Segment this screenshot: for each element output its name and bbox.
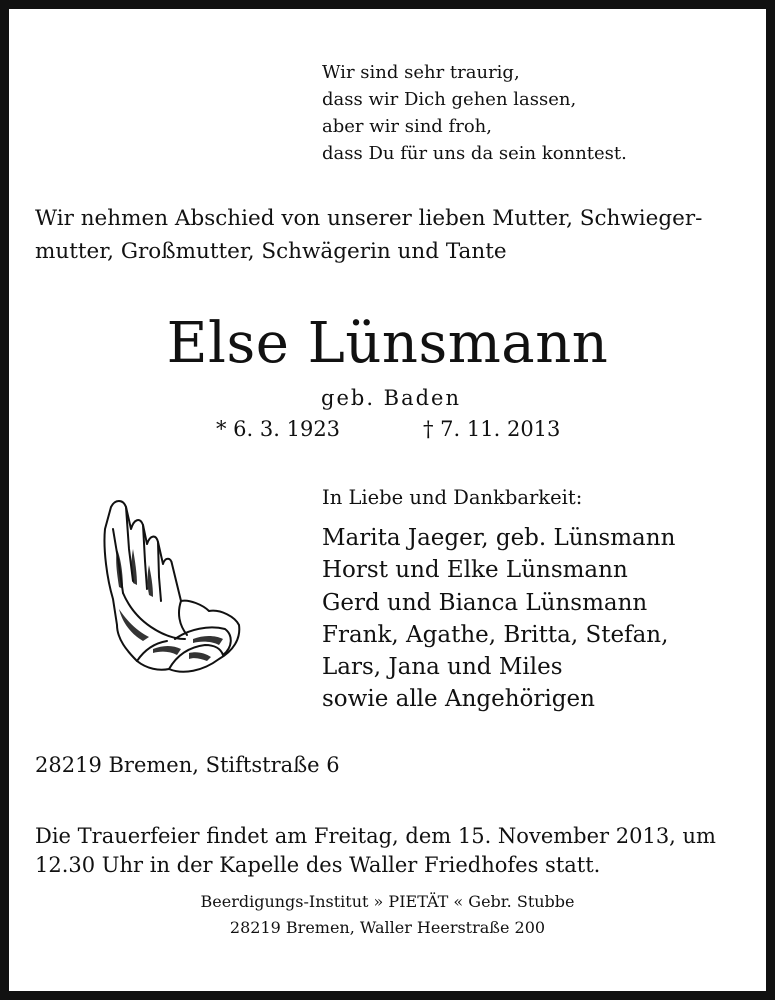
- poem-line: dass wir Dich gehen lassen,: [322, 89, 577, 110]
- birth-date: * 6. 3. 1923: [216, 417, 341, 441]
- poem-line: aber wir sind froh,: [322, 116, 492, 137]
- deceased-name: Else Lünsmann: [166, 311, 609, 376]
- maiden-name: geb. Baden: [321, 386, 462, 410]
- mourner-line: Lars, Jana und Miles: [322, 654, 563, 681]
- funeral-service-line: Die Trauerfeier findet am Freitag, dem 15. November 2013, um: [35, 824, 716, 848]
- farewell-intro-line: mutter, Großmutter, Schwägerin und Tante: [35, 239, 507, 264]
- farewell-intro-line: Wir nehmen Abschied von unserer lieben Mutter, Schwieger-: [35, 206, 703, 231]
- poem-line: Wir sind sehr traurig,: [322, 62, 520, 83]
- funeral-service-line: 12.30 Uhr in der Kapelle des Waller Friedhofes statt.: [35, 853, 601, 877]
- mourner-line: Frank, Agathe, Britta, Stefan,: [322, 621, 669, 648]
- mourner-line: Marita Jaeger, geb. Lünsmann: [322, 525, 676, 551]
- undertaker-name: Beerdigungs-Institut » PIETÄT « Gebr. Stubbe: [200, 892, 575, 911]
- funeral-service-info: [35, 822, 716, 880]
- mourner-line: Gerd und Bianca Lünsmann: [322, 589, 648, 616]
- undertaker-address: 28219 Bremen, Waller Heerstraße 200: [229, 918, 546, 937]
- family-address: 28219 Bremen, Stiftstraße 6: [35, 753, 340, 777]
- farewell-intro: [35, 202, 702, 268]
- mourners-list: [322, 522, 675, 716]
- death-date: † 7. 11. 2013: [423, 417, 561, 441]
- mourner-line: sowie alle Angehörigen: [322, 686, 595, 713]
- praying-hands-icon: [93, 489, 243, 679]
- mourners-heading: In Liebe und Dankbarkeit:: [322, 486, 583, 509]
- poem: [322, 59, 627, 167]
- poem-line: dass Du für uns da sein konntest.: [322, 143, 627, 164]
- mourner-line: Horst und Elke Lünsmann: [322, 557, 628, 584]
